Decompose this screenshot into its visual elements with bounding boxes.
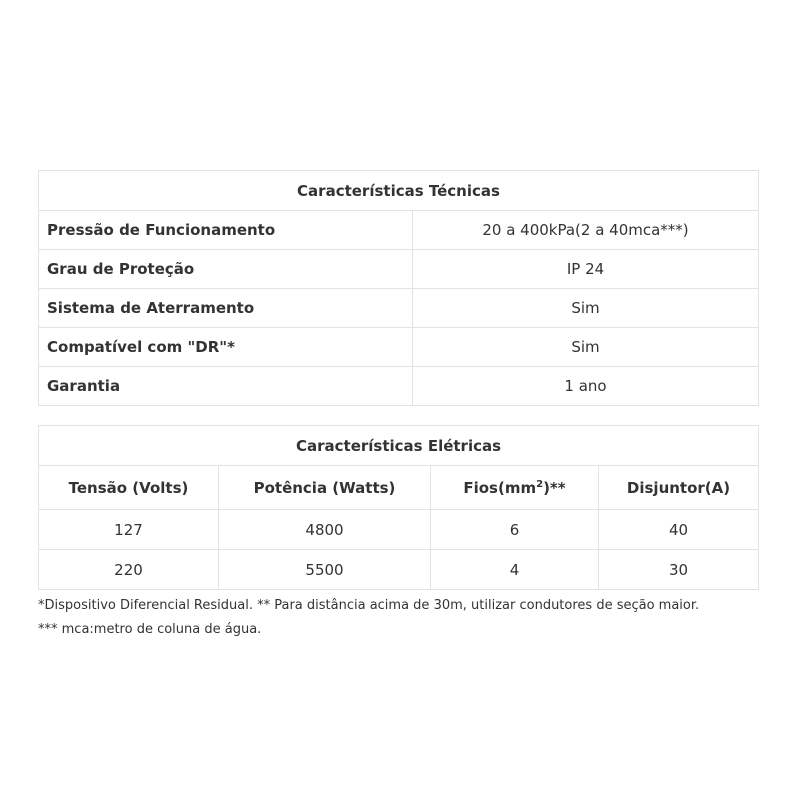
table-row [39,367,759,406]
electrical-table-title: Características Elétricas [39,426,759,466]
row-label: Grau de Proteção [39,250,413,289]
row-label: Pressão de Funcionamento [39,211,413,250]
cell-wires: 4 [431,550,599,590]
cell-wires: 6 [431,510,599,550]
row-label: Garantia [39,367,413,406]
cell-power: 4800 [219,510,431,550]
row-value: IP 24 [413,250,759,289]
cell-voltage: 220 [39,550,219,590]
header-wires-superscript: 2 [536,478,544,490]
table-title-row [39,426,759,466]
header-wires-suffix: )** [543,478,566,497]
table-row [39,550,759,590]
technical-table-title: Características Técnicas [39,171,759,211]
cell-power: 5500 [219,550,431,590]
table-header-row [39,466,759,510]
table-title-row [39,171,759,211]
row-value: Sim [413,289,759,328]
header-wires [431,466,599,510]
header-wires-prefix: Fios(mm [463,478,537,497]
table-row [39,211,759,250]
footnote-line: *** mca:metro de coluna de água. [38,622,262,637]
cell-voltage: 127 [39,510,219,550]
table-row [39,328,759,367]
row-value: 20 a 400kPa(2 a 40mca***) [413,211,759,250]
table-row [39,250,759,289]
header-power: Potência (Watts) [219,466,431,510]
cell-breaker: 40 [599,510,759,550]
footnote-line: *Dispositivo Diferencial Residual. ** Para distância acima de 30m, utilizar condutores de seção maior. [38,598,700,613]
row-value: Sim [413,328,759,367]
technical-characteristics-table [38,170,759,406]
footnotes [38,594,778,642]
row-label: Compatível com "DR"* [39,328,413,367]
table-row [39,510,759,550]
header-breaker: Disjuntor(A) [599,466,759,510]
table-row [39,289,759,328]
electrical-characteristics-table [38,425,759,590]
cell-breaker: 30 [599,550,759,590]
row-label: Sistema de Aterramento [39,289,413,328]
row-value: 1 ano [413,367,759,406]
header-voltage: Tensão (Volts) [39,466,219,510]
